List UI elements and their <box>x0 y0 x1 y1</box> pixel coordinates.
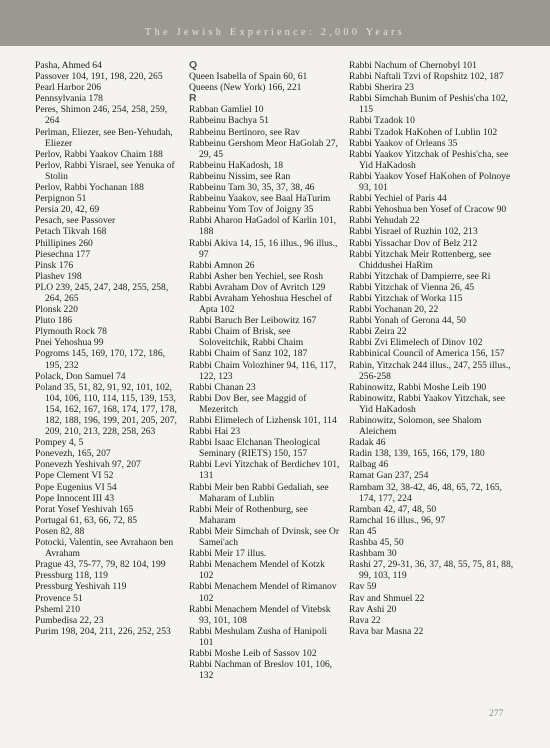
index-entry: Pluto 186 <box>35 315 73 327</box>
index-entry: Rashbam 30 <box>349 548 397 560</box>
index-entry: Rava 22 <box>349 614 381 626</box>
index-entry: Ramat Gan 237, 254 <box>349 470 429 482</box>
index-entry: Rabbi Zeira 22 <box>349 326 407 338</box>
index-entry: Ramchal 16 illus., 96, 97 <box>349 514 446 526</box>
index-entry: Rabbi Menachem Mendel of Rimanov 102 <box>189 581 337 604</box>
index-entry: PLO 239, 245, 247, 248, 255, 258, 264, 265 <box>35 281 169 304</box>
index-entry: Rabbi Nachman of Breslov 101, 106, 132 <box>189 659 333 682</box>
index-entry: Rashi 27, 29-31, 36, 37, 48, 55, 75, 81, 88, 99, 103, 119 <box>349 559 514 582</box>
index-entry: Rabbeinu Gershom Meor HaGolah 27, 29, 45 <box>189 137 338 160</box>
index-entry: Pennsylvania 178 <box>35 93 103 105</box>
index-entry: Pope Eugenius VI 54 <box>35 481 117 493</box>
index-entry: Rav Ashi 20 <box>349 603 397 615</box>
index-entry: Rabbi Menachem Mendel of Kotzk 102 <box>189 559 325 582</box>
header-band <box>0 0 550 46</box>
index-entry: Rabinowitz, Solomon, see Shalom Aleichem <box>349 415 482 438</box>
index-entry: Radin 138, 139, 165, 166, 179, 180 <box>349 448 485 460</box>
index-entry: Rabbi Yaakov Yosef HaKohen of Polnoye 93, 101 <box>349 170 511 194</box>
index-entry: Queens (New York) 166, 221 <box>189 82 302 94</box>
index-entry: Rabbeinu Nissim, see Ran <box>189 170 291 182</box>
index-entry: Pressburg Yeshivah 119 <box>35 581 127 593</box>
index-entry: Rabbi Amnon 26 <box>189 259 255 271</box>
index-entry: Petach Tikvah 168 <box>35 226 107 238</box>
index-entry: Rabbi Chaim of Sanz 102, 187 <box>189 348 308 360</box>
index-entry: Rabbi Meir 17 illus. <box>189 548 267 560</box>
index-entry: Plonsk 220 <box>35 304 78 316</box>
index-entry: Pearl Harbor 206 <box>35 82 102 94</box>
index-entry: Rabbi Yissachar Dov of Belz 212 <box>349 237 478 249</box>
index-entry: Pnei Yehoshua 99 <box>35 337 104 349</box>
page-number: 277 <box>489 708 504 719</box>
index-entry: Posen 82, 88 <box>35 525 85 537</box>
index-entry: Rabinowitz, Rabbi Moshe Leib 190 <box>349 381 487 393</box>
index-entry: Rabban Gamliel 10 <box>189 104 264 116</box>
index-entry: Rabbi Asher ben Yechiel, see Rosh <box>189 270 324 282</box>
index-entry: Rabbi Yaakov Yitzchak of Peshis'cha, see Yid HaKadosh <box>349 148 509 171</box>
index-entry: Rabbinical Council of America 156, 157 <box>349 348 505 360</box>
index-entry: Pope Clement VI 52 <box>35 470 114 482</box>
index-entry: Ramban 42, 47, 48, 50 <box>349 503 437 515</box>
index-entry: Rabbi Yaakov of Orleans 35 <box>349 137 458 149</box>
index-entry: Phillipines 260 <box>35 237 93 249</box>
index-entry: Psheml 210 <box>35 603 81 615</box>
index-entry: Rabbi Dov Ber, see Maggid of Mezeritch <box>189 392 307 415</box>
index-entry: Perpignon 51 <box>35 193 87 205</box>
index-entry: Rabbi Aharon HaGadol of Karlin 101, 188 <box>189 215 337 238</box>
index-entry: Perlov, Rabbi Yaakov Chaim 188 <box>35 148 163 160</box>
index-entry: Rabbeinu Bertinoro, see Rav <box>189 126 300 138</box>
index-entry: Rabbi Elimelech of Lizhensk 101, 114 <box>189 415 337 426</box>
index-entry: Portugal 61, 63, 66, 72, 85 <box>35 514 138 526</box>
index-entry: Rabbi Avraham Yehoshua Heschel of Apta 102 <box>189 292 332 316</box>
index-entry: Pope Innocent III 43 <box>35 492 115 504</box>
index-entry: Pesach, see Passover <box>35 215 116 227</box>
index-entry: Peres, Shimon 246, 254, 258, 259, 264 <box>35 104 168 127</box>
index-entry: Perlov, Rabbi Yisrael, see Yenuka of Stolin <box>35 159 175 182</box>
index-entry: Ran 45 <box>349 525 377 537</box>
index-entry: Rabbeinu Yaakov, see Baal HaTurim <box>189 193 331 205</box>
index-entry: Persia 20, 42, 69 <box>35 204 100 216</box>
index-entry: Rabbi Meir ben Rabbi Gedaliah, see Maharam of Lublin <box>189 481 329 504</box>
index-entry: Rabbi Moshe Leib of Sassov 102 <box>189 647 317 659</box>
index-entry: Rabbi Yisrael of Ruzhin 102, 213 <box>349 226 478 238</box>
index-entry: Rabbi Tzadok HaKohen of Lublin 102 <box>349 126 498 138</box>
index-entry: Queen Isabella of Spain 60, 61 <box>189 71 308 83</box>
index-entry: Potocki, Valentin, see Avrahaon ben Avraham <box>35 537 174 560</box>
index-entry: Rabbi Simchah Bunim of Peshis'cha 102, 115 <box>349 93 508 116</box>
index-entry: Passover 104, 191, 198, 220, 265 <box>35 71 163 83</box>
index-entry: Plashev 198 <box>35 270 82 282</box>
index-entry: Rabbi Nachum of Chernobyl 101 <box>349 60 477 71</box>
index-entry: Rabbi Yechiel of Paris 44 <box>349 193 447 205</box>
index-entry: Rabbi Chaim Volozhiner 94, 116, 117, 122, 123 <box>189 359 337 382</box>
index-entry: Plymouth Rock 78 <box>35 326 107 338</box>
index-entry: Rabbi Meir of Rothenburg, see Maharam <box>189 503 308 526</box>
index-entry: Pogroms 145, 169, 170, 172, 186, 195, 232 <box>35 348 166 371</box>
index-entry: Pinsk 176 <box>35 259 74 271</box>
index-entry: Rabbi Isaac Elchanan Theological Seminary (RIETS) 150, 157 <box>189 437 321 460</box>
index-entry: Rabbeinu HaKadosh, 18 <box>189 159 284 171</box>
index-entry: Piesechna 177 <box>35 248 91 260</box>
index-entry: Rabbi Avraham Dov of Avritch 129 <box>189 281 326 293</box>
index-entry: Rabbi Menachem Mendel of Vitebsk 93, 101, 108 <box>189 603 331 626</box>
index-entry: Rav and Shmuel 22 <box>349 592 425 604</box>
index-entry: Perlov, Rabbi Yochanan 188 <box>35 182 144 194</box>
index-entry: Perlman, Eliezer, see Ben-Yehudah, Eliezer <box>35 126 173 149</box>
index-entry: Rabbi Sherira 23 <box>349 82 415 94</box>
index-entry: Radak 46 <box>349 437 386 449</box>
index-entry: Rabbi Yitzchak Meir Rottenberg, see Chiddushei HaRim <box>349 248 492 271</box>
index-entry: Rabin, Yitzchak 244 illus., 247, 255 illus., 256-258 <box>349 359 511 382</box>
index-entry: Rabbi Yehudah 22 <box>349 215 420 227</box>
index-entry: Rava bar Masna 22 <box>349 625 424 637</box>
index-letter-heading: R <box>189 92 197 105</box>
index-entry: Rabbeinu Yom Tov of Joigny 35 <box>189 204 314 216</box>
index-entry: Rabbi Yochanan 20, 22 <box>349 304 439 316</box>
index-entry: Ralbag 46 <box>349 459 389 471</box>
index-entry: Rav 59 <box>349 581 377 593</box>
index-entry: Rabbi Naftali Tzvi of Ropshitz 102, 187 <box>349 71 504 83</box>
index-entry: Provence 51 <box>35 592 83 604</box>
index-entry: Rabbi Zvi Elimelech of Dinov 102 <box>349 337 483 349</box>
index-entry: Rabbi Akiva 14, 15, 16 illus., 96 illus., 97 <box>189 237 338 260</box>
index-entry: Porat Yosef Yeshivah 165 <box>35 503 134 515</box>
index-entry: Rabbi Meshulam Zusha of Hanipoli 101 <box>189 625 328 648</box>
index-entry: Rabbeinu Tam 30, 35, 37, 38, 46 <box>189 182 315 194</box>
index-entry: Pressburg 118, 119 <box>35 570 108 582</box>
index-entry: Rabbi Levi Yitzchak of Berdichev 101, 131 <box>189 459 340 482</box>
index-entry: Poland 35, 51, 82, 91, 92, 101, 102, 104, 106, 110, 114, 115, 139, 153, 154, 162, 167, 168, 174, 177, 178, 182, 188, 196, 199, 201, 205, 207, 209, 210, 213, 228, 258, 263 <box>35 381 177 438</box>
index-entry: Rabbi Meir Simchah of Dvinsk, see Or Samei'ach <box>189 525 340 549</box>
index-entry: Rabbi Yonah of Gerona 44, 50 <box>349 315 466 327</box>
running-header: The Jewish Experience: 2,000 Years <box>145 27 405 38</box>
index-entry: Rabinowitz, Rabbi Yaakov Yitzchak, see Yid HaKadosh <box>349 392 506 415</box>
index-entry: Rabbi Tzadok 10 <box>349 115 415 127</box>
index-letter-heading: Q <box>189 59 198 71</box>
index-entry: Ponevezh, 165, 207 <box>35 448 111 460</box>
index-entry: Ponevezh Yeshivah 97, 207 <box>35 459 141 471</box>
index-entry: Rabbeinu Bachya 51 <box>189 115 269 127</box>
index-entry: Purim 198, 204, 211, 226, 252, 253 <box>35 625 171 637</box>
index-entry: Rambam 32, 38-42, 46, 48, 65, 72, 165, 174, 177, 224 <box>349 481 502 504</box>
index-entry: Pumbedisa 22, 23 <box>35 614 104 626</box>
index-entry: Polack, Don Samuel 74 <box>35 370 126 382</box>
index-column-1 <box>35 60 180 637</box>
index-entry: Rabbi Yitzchak of Vienna 26, 45 <box>349 281 475 293</box>
index-entry: Rabbi Baruch Ber Leibowitz 167 <box>189 315 317 327</box>
index-entry: Rabbi Yitzchak of Dampierre, see Ri <box>349 270 491 282</box>
index-entry: Pasha, Ahmed 64 <box>35 60 102 71</box>
index-entry: Rashba 45, 50 <box>349 537 404 549</box>
index-column-3 <box>349 60 519 637</box>
index-entry: Prague 43, 75-77, 79, 82 104, 199 <box>35 559 166 571</box>
index-entry: Rabbi Yitzchak of Worka 115 <box>349 292 463 304</box>
index-entry: Rabbi Hai 23 <box>189 426 241 438</box>
index-entry: Pompey 4, 5 <box>35 437 84 449</box>
index-entry: Rabbi Yehoshua ben Yosef of Cracow 90 <box>349 204 507 216</box>
index-entry: Rabbi Chanan 23 <box>189 381 256 393</box>
index-entry: Rabbi Chaim of Brisk, see Soloveitchik, Rabbi Chaim <box>189 326 304 349</box>
index-column-2 <box>189 60 341 681</box>
